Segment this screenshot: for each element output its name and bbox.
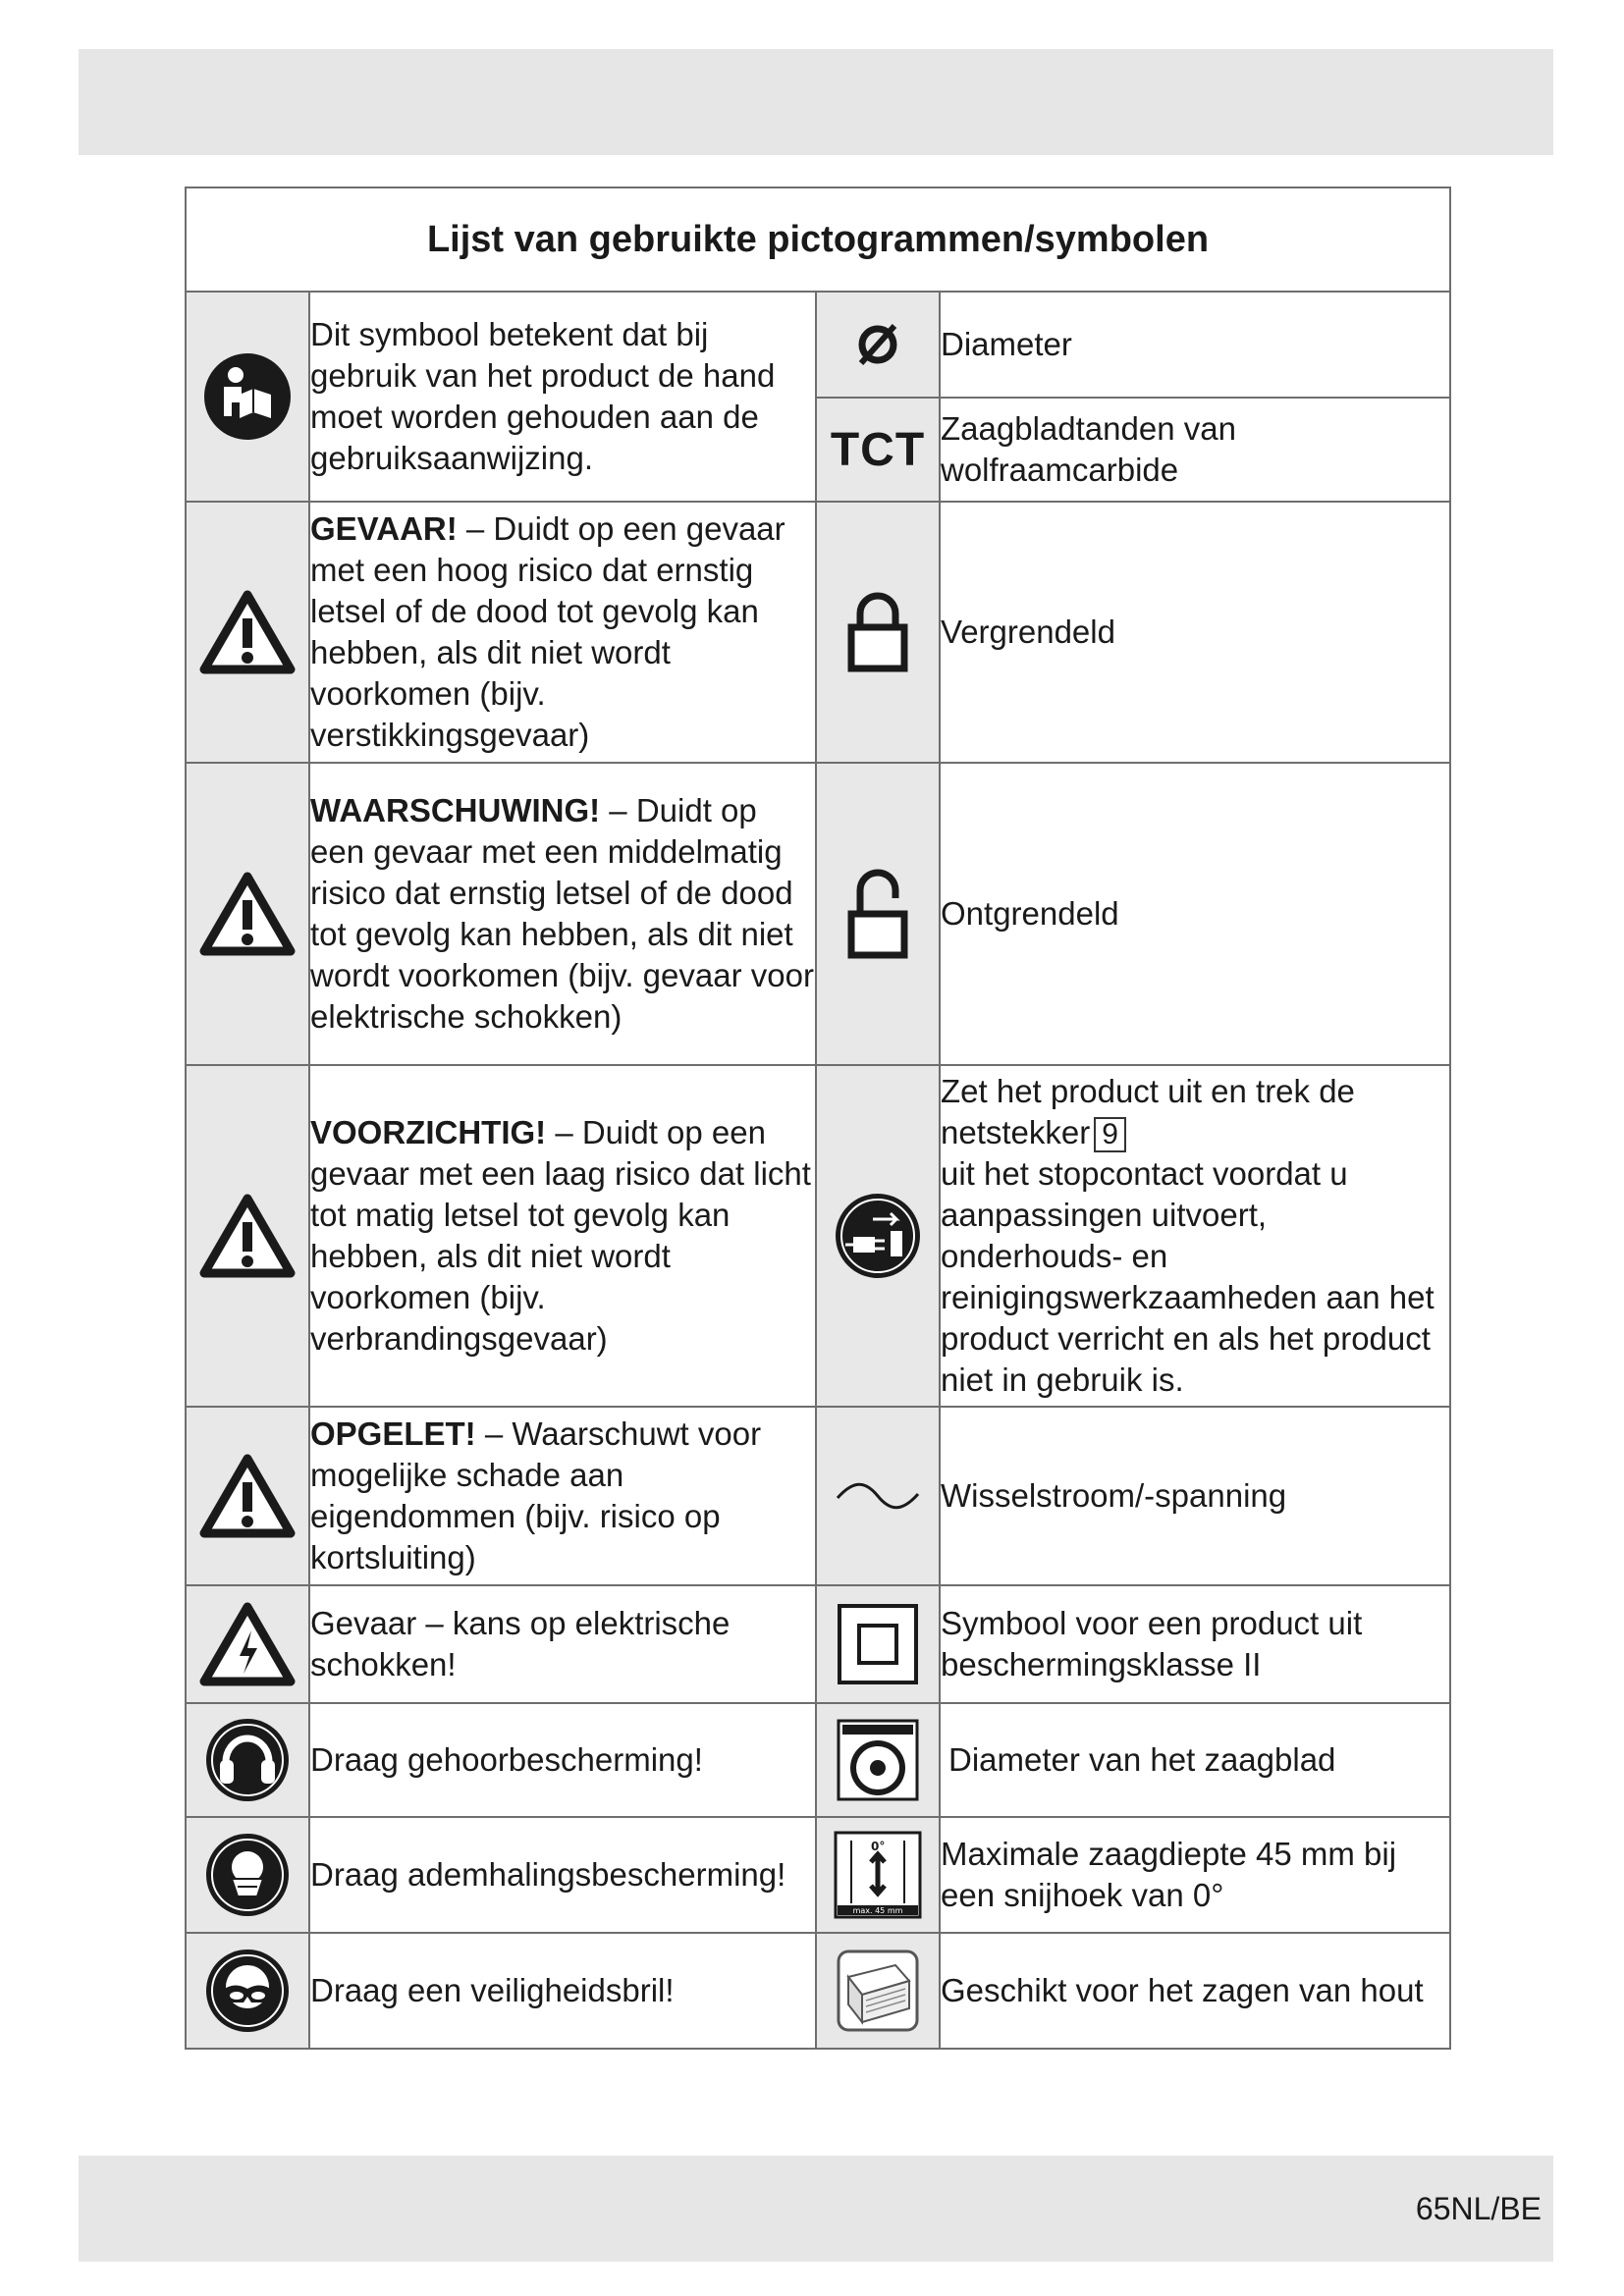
warning-triangle-icon <box>198 589 297 675</box>
electric-hazard-icon <box>198 1601 297 1687</box>
goggles-cell <box>186 1933 309 2049</box>
respiratory-cell <box>186 1817 309 1933</box>
electric-text: Gevaar – kans op elektrische schokken! <box>309 1585 816 1703</box>
saw-blade-diameter-icon <box>837 1719 919 1801</box>
unlocked-text: Ontgrendeld <box>940 763 1450 1065</box>
ear-protection-icon <box>204 1717 291 1803</box>
depth-cell <box>816 1817 940 1933</box>
danger-cell <box>186 502 309 763</box>
caution-cell <box>186 1065 309 1407</box>
alternating-current-icon <box>834 1476 922 1516</box>
tct-cell <box>816 398 940 502</box>
plug-reference-number: 9 <box>1094 1117 1126 1152</box>
depth-icon-max: max. 45 mm <box>852 1906 903 1915</box>
warning-triangle-icon <box>198 871 297 957</box>
warning-triangle-icon <box>198 1453 297 1539</box>
attention-label: OPGELET! <box>310 1415 476 1452</box>
unplug-text-2: uit het stopcontact voordat u aanpassingen uitvoert, onderhouds- en reinigingswerkzaamheden aan het product verricht en als het product niet in gebruik is. <box>941 1155 1435 1398</box>
manual-cell <box>186 292 309 502</box>
diameter-cell <box>816 292 940 398</box>
cutting-depth-icon <box>834 1831 922 1919</box>
attention-cell <box>186 1407 309 1585</box>
class2-cell <box>816 1585 940 1703</box>
symbols-table <box>185 187 1451 2050</box>
warning-label: WAARSCHUWING! <box>310 792 601 828</box>
wood-icon <box>835 1948 921 2034</box>
hearing-text: Draag gehoorbescherming! <box>310 1741 703 1778</box>
unplug-cell <box>816 1065 940 1407</box>
ac-cell <box>816 1407 940 1585</box>
protection-class-2-icon <box>836 1602 920 1686</box>
depth-text: Maximale zaagdiepte 45 mm bij een snijhoek van 0° <box>940 1817 1450 1933</box>
blade-cell <box>816 1703 940 1817</box>
respiratory-text: Draag ademhalingsbescherming! <box>309 1817 816 1933</box>
warning-triangle-icon <box>198 1193 297 1279</box>
hearing-cell <box>186 1703 309 1817</box>
read-manual-icon <box>202 351 293 442</box>
locked-text: Vergrendeld <box>940 502 1450 763</box>
lock-closed-icon <box>846 592 909 672</box>
attention-text <box>309 1407 816 1585</box>
caution-text <box>309 1065 816 1407</box>
unplug-text-1: Zet het product uit en trek de netstekker <box>941 1073 1355 1150</box>
safety-goggles-icon <box>204 1948 291 2034</box>
goggles-text: Draag een veiligheidsbril! <box>309 1933 816 2049</box>
warning-cell <box>186 763 309 1065</box>
wood-text: Geschikt voor het zagen van hout <box>940 1933 1450 2049</box>
footer-band <box>79 2156 1553 2262</box>
warning-text <box>309 763 816 1065</box>
unlocked-cell <box>816 763 940 1065</box>
caution-desc: – Duidt op een gevaar met een laag risico dat licht tot matig letsel tot gevolg kan hebben, als dit niet wordt voorkomen (bijv. verbrandingsgevaar) <box>310 1114 811 1357</box>
warning-desc: – Duidt op een gevaar met een middelmatig risico dat ernstig letsel of de dood tot gevolg kan hebben, als dit niet wordt voorkomen (bijv. gevaar voor elektrische schokken) <box>310 792 814 1035</box>
unplug-icon <box>834 1192 922 1280</box>
page-number: 65NL/BE <box>1415 2191 1542 2226</box>
danger-label: GEVAAR! <box>310 510 458 547</box>
manual-text: Dit symbool betekent dat bij gebruik van het product de hand moet worden gehouden aan de gebruiksaanwijzing. <box>309 292 816 502</box>
lock-open-icon <box>846 869 909 959</box>
electric-cell <box>186 1585 309 1703</box>
depth-icon-angle: 0° <box>871 1840 886 1853</box>
diameter-text: Diameter <box>940 292 1450 398</box>
table-title: Lijst van gebruikte pictogrammen/symbolen <box>186 187 1450 292</box>
unplug-text <box>940 1065 1450 1407</box>
danger-desc: – Duidt op een gevaar met een hoog risico dat ernstig letsel of de dood tot gevolg kan hebben, als dit niet wordt voorkomen (bijv. verstikkingsgevaar) <box>310 510 785 753</box>
tct-symbol: TCT <box>830 423 926 476</box>
locked-cell <box>816 502 940 763</box>
ac-text: Wisselstroom/-spanning <box>940 1407 1450 1585</box>
hearing-text-cell <box>309 1703 816 1817</box>
blade-text: Diameter van het zaagblad <box>940 1703 1450 1817</box>
wood-cell <box>816 1933 940 2049</box>
danger-text <box>309 502 816 763</box>
diameter-icon <box>853 320 902 369</box>
caution-label: VOORZICHTIG! <box>310 1114 547 1150</box>
attention-desc: – Waarschuwt voor mogelijke schade aan eigendommen (bijv. risico op kortsluiting) <box>310 1415 762 1575</box>
header-band <box>79 49 1553 155</box>
tct-text: Zaagbladtanden van wolfraamcarbide <box>940 398 1450 502</box>
respiratory-protection-icon <box>204 1832 291 1918</box>
class2-text: Symbool voor een product uit beschermingsklasse II <box>940 1585 1450 1703</box>
